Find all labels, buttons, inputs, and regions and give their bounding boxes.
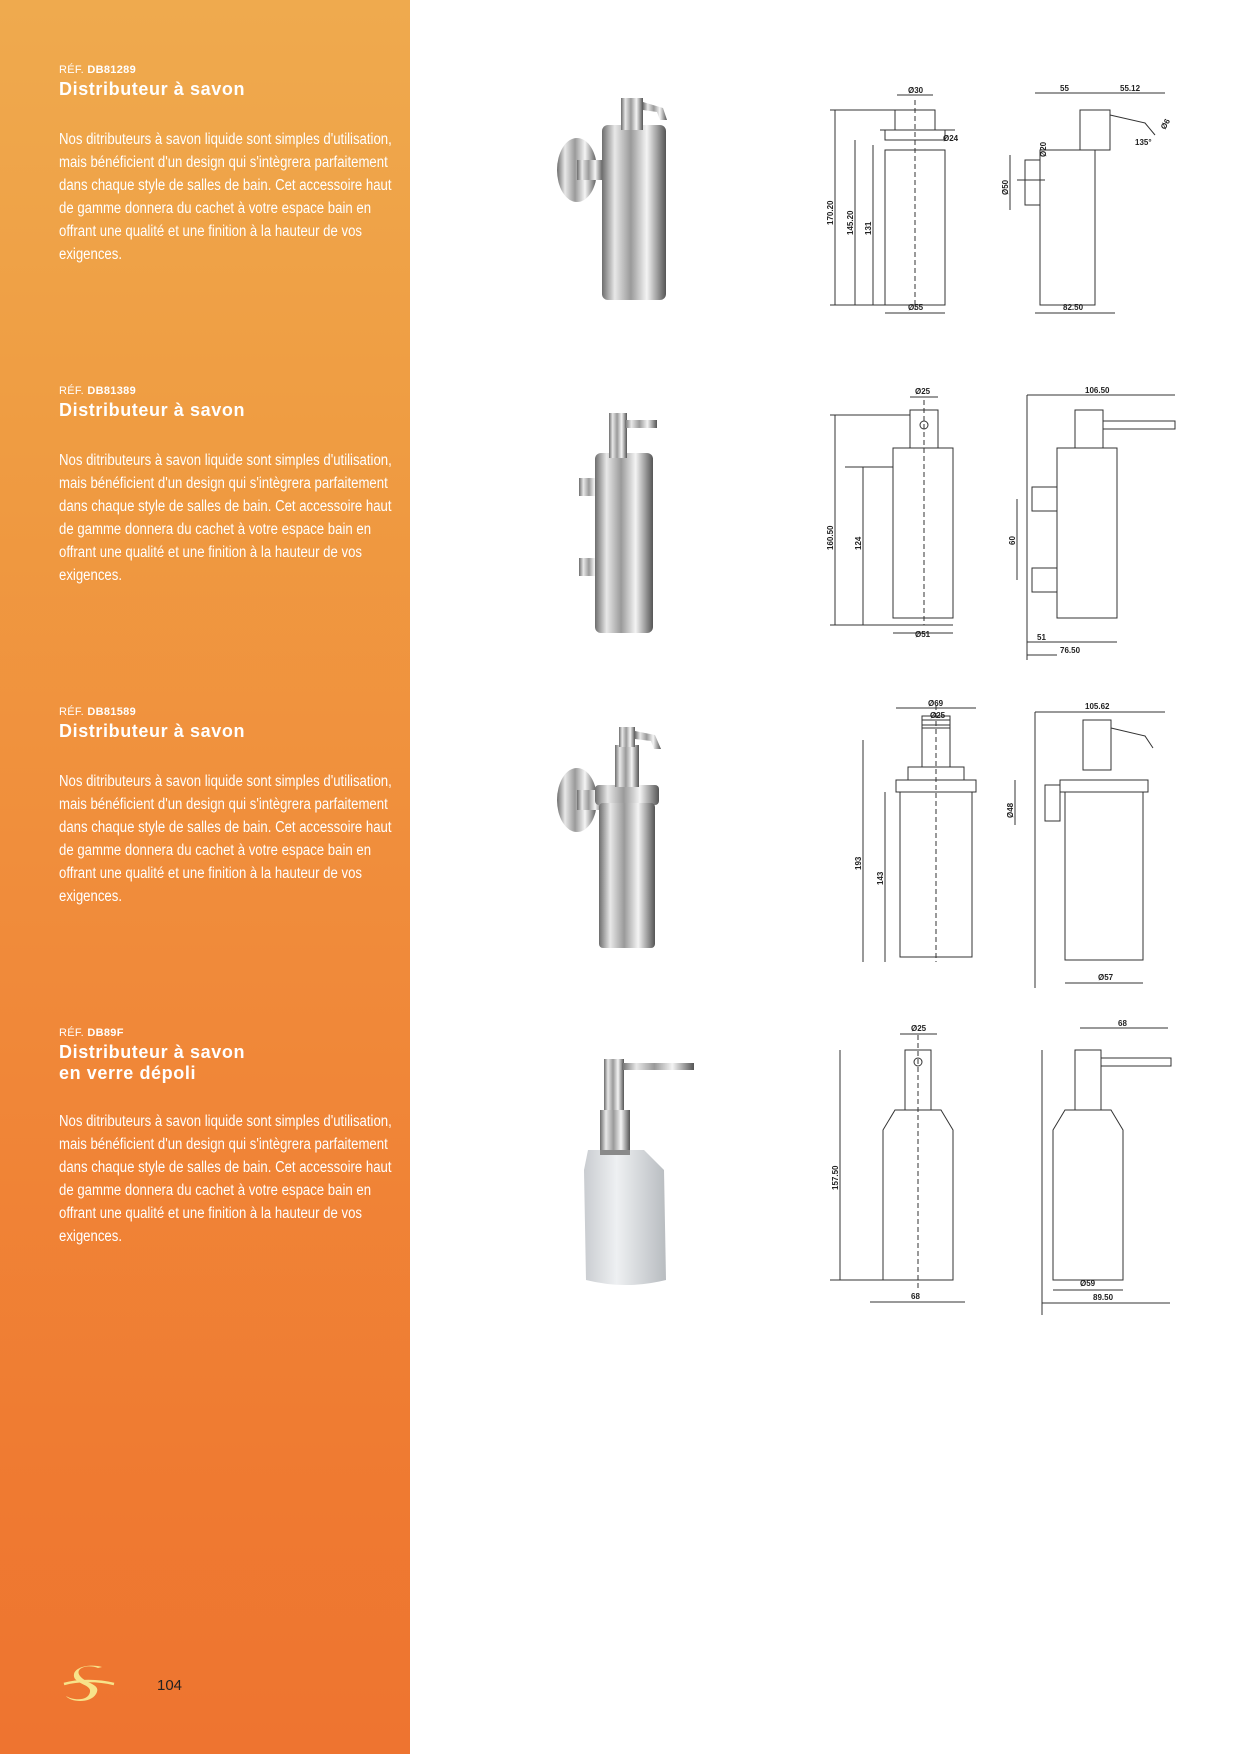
product-3-info — [59, 706, 399, 908]
ref-prefix: RÉF. — [59, 385, 85, 397]
ref-code: DB81289 — [87, 64, 136, 76]
ref-code: DB81389 — [87, 385, 136, 397]
dim-label: 170.20 — [826, 200, 835, 225]
dim-label: Ø50 — [1001, 179, 1010, 195]
dim-label: 105.62 — [1085, 702, 1110, 711]
product-title-line2: en verre dépoli — [59, 1063, 197, 1083]
product-3-photo — [555, 725, 675, 955]
product-1-front-drawing — [825, 85, 965, 320]
product-title: Distributeur à savon — [59, 400, 246, 420]
ref-code: DB81589 — [87, 706, 136, 718]
dim-label: 55 — [1060, 84, 1069, 93]
dim-label: 145.20 — [846, 210, 855, 235]
product-1-photo — [555, 90, 675, 305]
product-3-front-drawing — [848, 700, 988, 965]
product-ref — [59, 706, 399, 718]
product-ref — [59, 64, 399, 76]
dim-label: Ø57 — [1098, 973, 1114, 982]
dim-label: Ø25 — [911, 1024, 927, 1033]
dim-label: Ø55 — [908, 303, 924, 312]
dim-label: Ø24 — [943, 134, 959, 143]
page-number: 104 — [157, 1677, 183, 1694]
dim-label: 193 — [854, 856, 863, 870]
product-description: Nos ditributeurs à savon liquide sont simples d'utilisation, mais bénéficient d'un design qui s'intègrera parfaitement dans chaque style de salles de bain. Cet accessoire haut de gamme donnera du cachet à votre espace bain en offrant une qualité et une finition à la hauteur de vos exigences. — [59, 1113, 392, 1245]
dim-label: 106.50 — [1085, 386, 1110, 395]
product-3-side-drawing — [1005, 700, 1180, 990]
dim-label: 89.50 — [1093, 1293, 1114, 1302]
dim-label: 60 — [1008, 536, 1017, 545]
product-2-info — [59, 385, 399, 587]
dim-label: Ø69 — [928, 699, 944, 708]
dim-label: 76.50 — [1060, 646, 1081, 655]
dim-label: 68 — [1118, 1019, 1127, 1028]
dim-label: Ø59 — [1080, 1279, 1096, 1288]
dim-label: Ø30 — [908, 86, 924, 95]
dim-label: 82.50 — [1063, 303, 1084, 312]
ref-prefix: RÉF. — [59, 64, 85, 76]
dim-label: 160.50 — [826, 525, 835, 550]
product-title: Distributeur à savon — [59, 721, 246, 741]
dim-label: Ø48 — [1006, 802, 1015, 818]
dim-label: 157.50 — [831, 1165, 840, 1190]
dim-label: Ø51 — [915, 630, 931, 639]
dim-label: Ø20 — [1039, 141, 1048, 157]
product-4-side-drawing — [1030, 1020, 1180, 1315]
dim-label: Ø25 — [930, 711, 946, 720]
product-description: Nos ditributeurs à savon liquide sont simples d'utilisation, mais bénéficient d'un design qui s'intègrera parfaitement dans chaque style de salles de bain. Cet accessoire haut de gamme donnera du cachet à votre espace bain en offrant une qualité et une finition à la hauteur de vos exigences. — [59, 452, 392, 584]
product-2-side-drawing — [1005, 385, 1185, 660]
brand-logo-icon — [58, 1662, 118, 1706]
product-4-info — [59, 1027, 399, 1248]
product-ref — [59, 1027, 399, 1039]
dim-label: Ø6 — [1158, 117, 1173, 131]
product-2-photo — [575, 408, 665, 638]
dim-label: 143 — [876, 871, 885, 885]
dim-label: 51 — [1037, 633, 1046, 642]
product-2-front-drawing — [825, 385, 965, 645]
dim-label: Ø25 — [915, 387, 931, 396]
dim-label: 135° — [1135, 138, 1152, 147]
product-4-front-drawing — [825, 1020, 975, 1300]
dim-label: 124 — [854, 536, 863, 550]
dim-label: 131 — [864, 221, 873, 235]
product-1-info — [59, 64, 399, 266]
product-description: Nos ditributeurs à savon liquide sont simples d'utilisation, mais bénéficient d'un design qui s'intègrera parfaitement dans chaque style de salles de bain. Cet accessoire haut de gamme donnera du cachet à votre espace bain en offrant une qualité et une finition à la hauteur de vos exigences. — [59, 773, 392, 905]
product-description: Nos ditributeurs à savon liquide sont simples d'utilisation, mais bénéficient d'un design qui s'intègrera parfaitement dans chaque style de salles de bain. Cet accessoire haut de gamme donnera du cachet à votre espace bain en offrant une qualité et une finition à la hauteur de vos exigences. — [59, 131, 392, 263]
product-title: Distributeur à savon — [59, 1042, 246, 1062]
product-1-side-drawing — [1001, 84, 1180, 320]
product-4-photo — [578, 1055, 698, 1295]
ref-prefix: RÉF. — [59, 706, 85, 718]
product-title: Distributeur à savon — [59, 79, 246, 99]
ref-prefix: RÉF. — [59, 1027, 85, 1039]
dim-label: 68 — [911, 1292, 920, 1301]
product-ref — [59, 385, 399, 397]
ref-code: DB89F — [87, 1027, 124, 1039]
dim-label: 55.12 — [1120, 84, 1141, 93]
